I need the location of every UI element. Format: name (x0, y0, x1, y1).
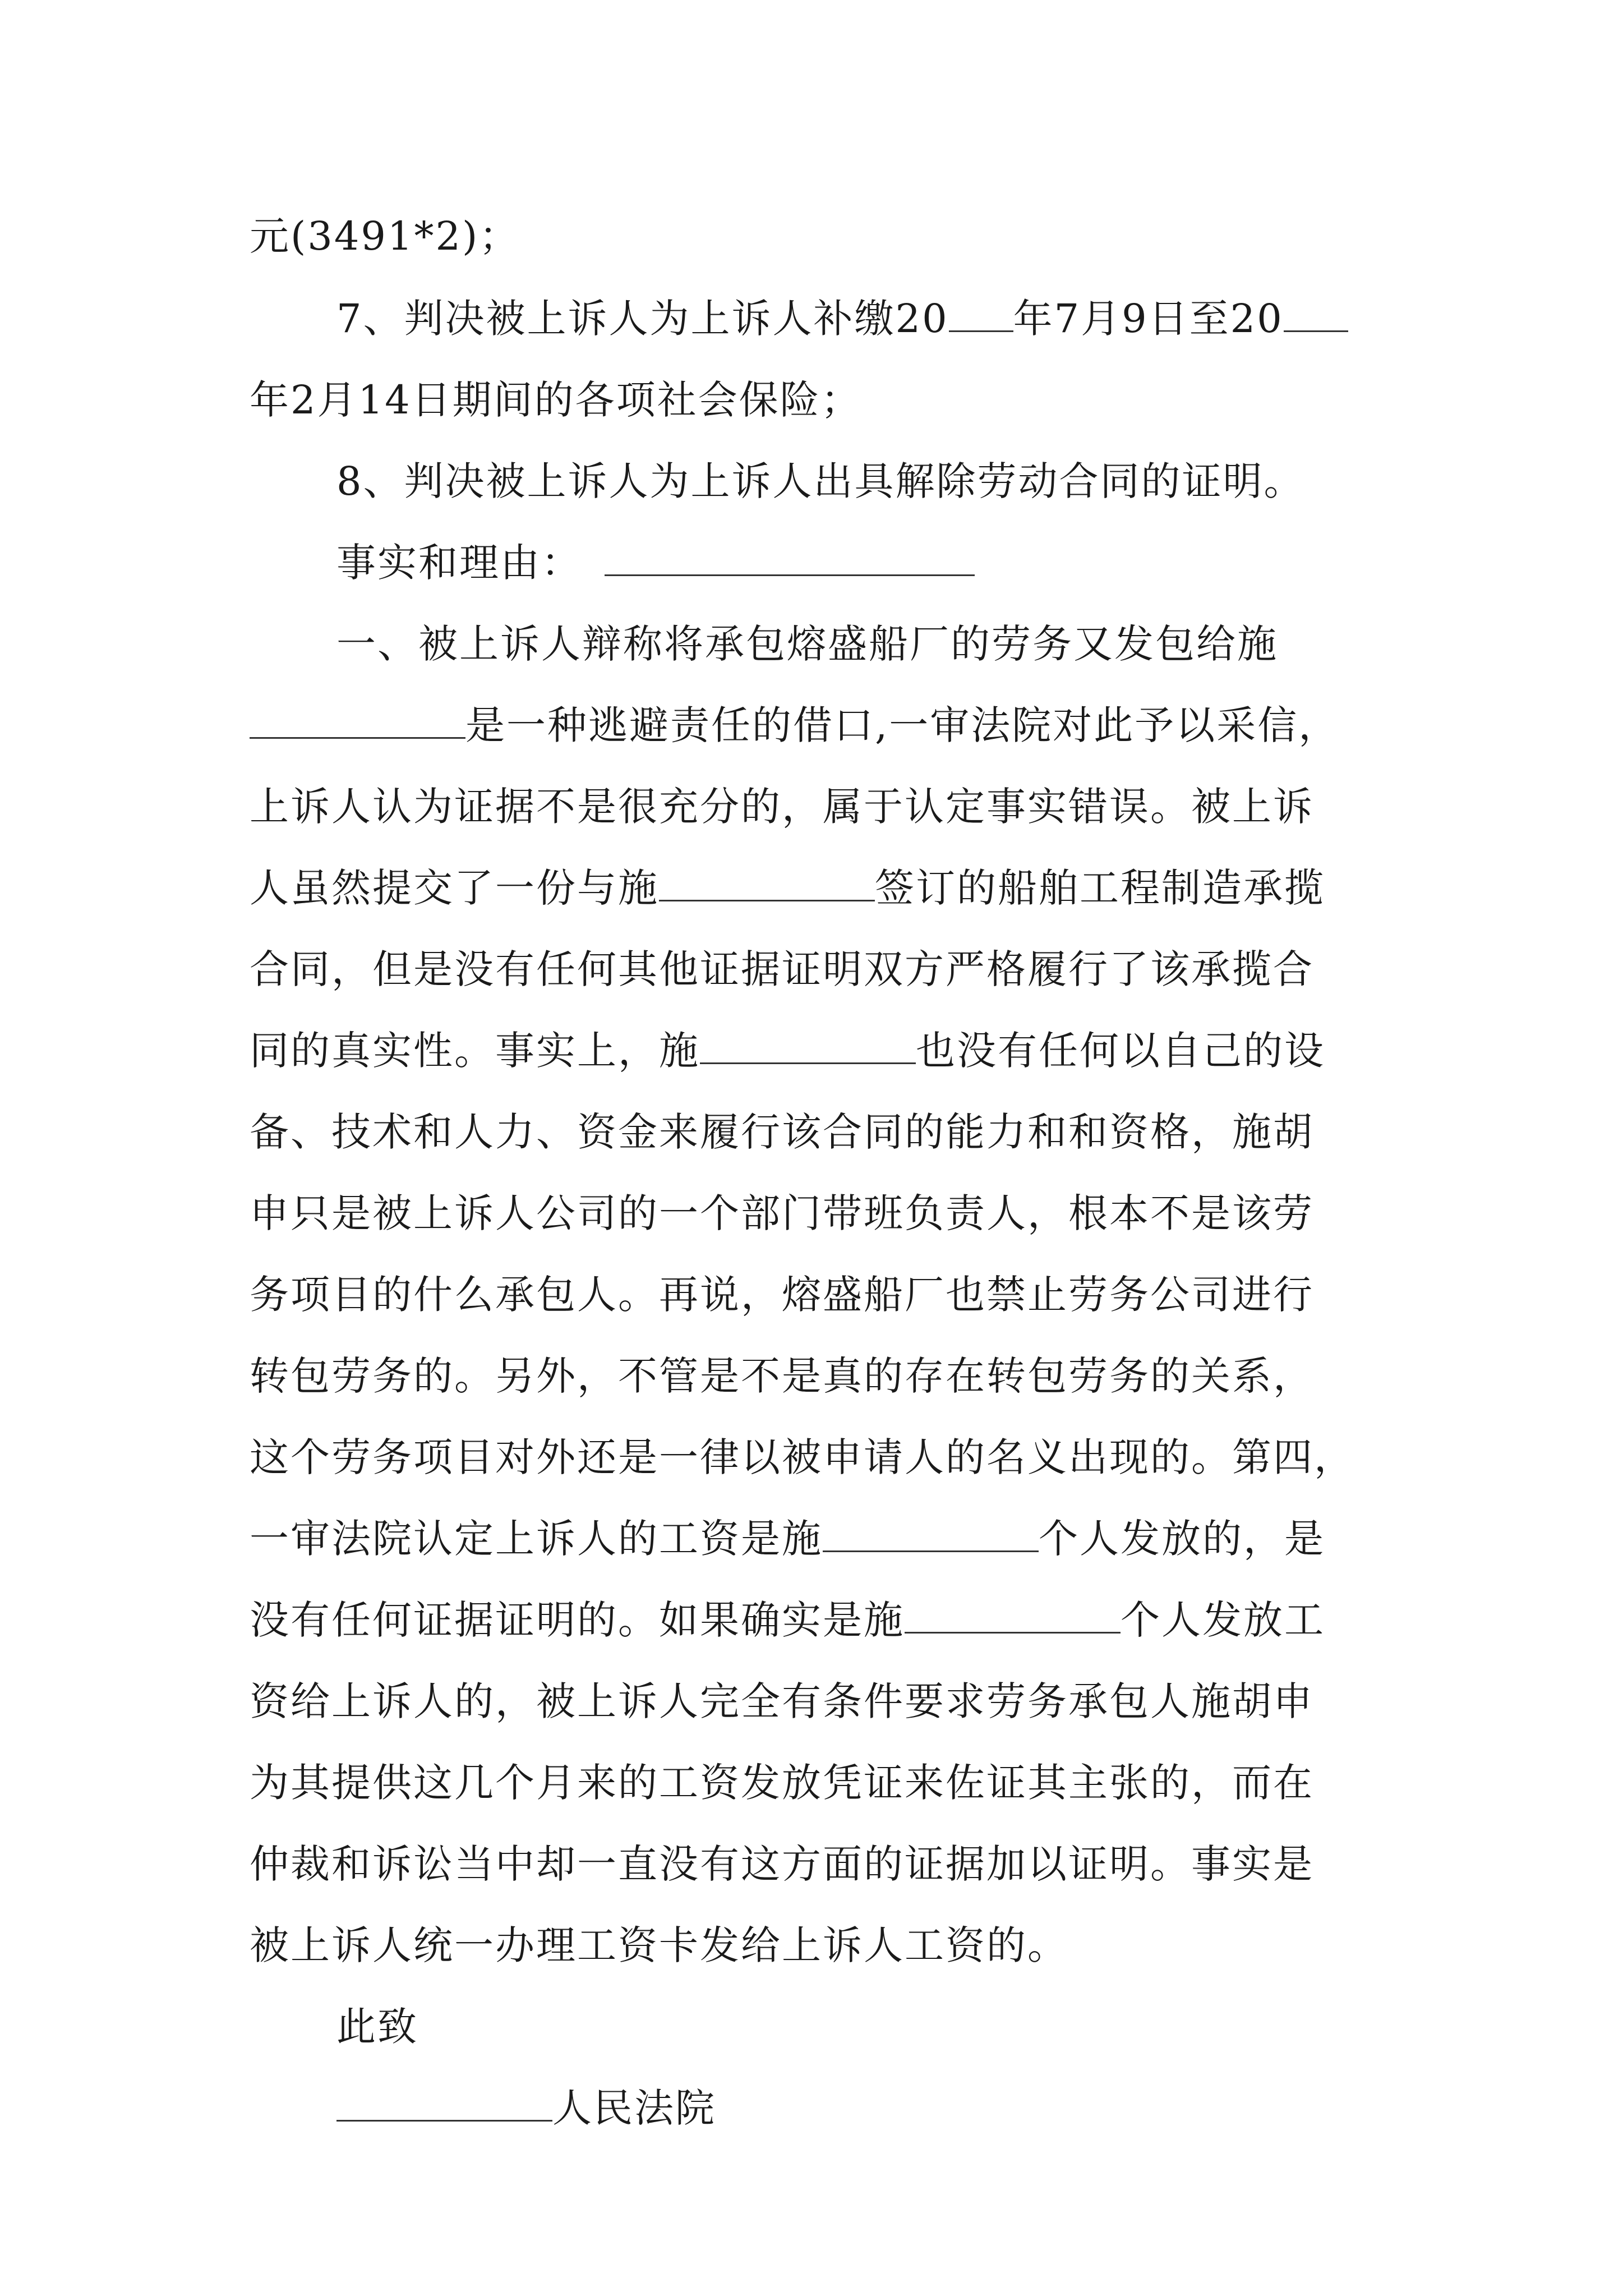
text-line-17 (250, 1513, 1325, 1565)
text-line-2 (336, 293, 1348, 344)
fill-blank (905, 1596, 1121, 1634)
text-segment: 备、技术和人力、资金来履行该合同的能力和和资格，施胡 (250, 1109, 1314, 1155)
text-line-19 (250, 1676, 1314, 1727)
fill-blank (605, 539, 975, 576)
fill-blank (659, 864, 875, 901)
text-segment: 7、判决被上诉人为上诉人补缴20 (336, 296, 949, 342)
text-line-21 (250, 1838, 1314, 1890)
text-segment: 8、判决被上诉人为上诉人出具解除劳动合同的证明。 (336, 458, 1305, 504)
text-segment: 年7月9日至20 (1013, 296, 1284, 342)
text-line-18 (250, 1594, 1325, 1646)
text-segment: 一审法院认定上诉人的工资是施 (250, 1516, 823, 1562)
fill-blank (949, 295, 1013, 332)
text-line-11 (250, 1025, 1325, 1076)
text-line-3 (250, 374, 862, 426)
fill-blank (700, 1027, 916, 1064)
text-segment: 个人发放的，是 (1039, 1516, 1325, 1562)
text-segment: 资给上诉人的，被上诉人完全有条件要求劳务承包人施胡申 (250, 1678, 1314, 1724)
text-segment: 同的真实性。事实上，施 (250, 1028, 700, 1074)
text-segment: 上诉人认为证据不是很充分的，属于认定事实错误。被上诉 (250, 784, 1314, 830)
text-line-4 (336, 455, 1305, 507)
text-segment: 此致 (336, 2004, 418, 2050)
text-segment: 人民法院 (552, 2085, 716, 2131)
text-segment: 为其提供这几个月来的工资发放凭证来佐证其主张的，而在 (250, 1760, 1314, 1806)
text-segment: 年2月14日期间的各项社会保险； (250, 377, 862, 423)
text-segment: 申只是被上诉人公司的一个部门带班负责人，根本不是该劳 (250, 1190, 1314, 1236)
fill-blank (823, 1515, 1039, 1552)
text-line-23 (336, 2001, 418, 2053)
text-line-5 (336, 537, 975, 588)
text-segment: 签订的船舶工程制造承揽 (875, 865, 1325, 911)
text-line-1 (250, 210, 520, 262)
text-line-22 (250, 1920, 1068, 1971)
text-segment: 元(3491*2)； (250, 213, 520, 259)
text-segment: 事实和理由： (336, 540, 582, 586)
text-line-20 (250, 1757, 1314, 1809)
text-line-10 (250, 944, 1314, 995)
fill-blank (1284, 295, 1348, 332)
text-segment: 这个劳务项目对外还是一律以被申请人的名义出现的。第四， (250, 1434, 1355, 1480)
fill-blank (336, 2084, 552, 2122)
text-segment: 没有任何证据证明的。如果确实是施 (250, 1597, 905, 1643)
text-line-6 (336, 618, 1278, 670)
text-line-8 (250, 781, 1314, 832)
text-segment: 人虽然提交了一份与施 (250, 865, 659, 911)
text-line-13 (250, 1188, 1314, 1239)
text-segment: 个人发放工 (1121, 1597, 1325, 1643)
text-segment: 也没有任何以自己的设 (916, 1028, 1325, 1074)
text-segment: 是一种逃避责任的借口,一审法院对此予以采信， (465, 702, 1340, 748)
text-segment: 仲裁和诉讼当中却一直没有这方面的证据加以证明。事实是 (250, 1841, 1314, 1887)
text-segment: 被上诉人统一办理工资卡发给上诉人工资的。 (250, 1922, 1068, 1968)
text-line-7 (250, 700, 1339, 751)
text-segment: 一、被上诉人辩称将承包熔盛船厂的劳务又发包给施 (336, 621, 1278, 667)
text-segment: 转包劳务的。另外，不管是不是真的存在转包劳务的关系， (250, 1353, 1314, 1399)
text-line-12 (250, 1106, 1314, 1158)
text-line-14 (250, 1269, 1314, 1320)
text-segment: 务项目的什么承包人。再说，熔盛船厂也禁止劳务公司进行 (250, 1272, 1314, 1318)
text-line-15 (250, 1350, 1314, 1402)
text-line-16 (250, 1432, 1355, 1483)
text-line-24 (336, 2082, 716, 2134)
text-line-9 (250, 862, 1325, 914)
text-segment: 合同，但是没有任何其他证据证明双方严格履行了该承揽合 (250, 946, 1314, 992)
fill-blank (250, 701, 465, 739)
